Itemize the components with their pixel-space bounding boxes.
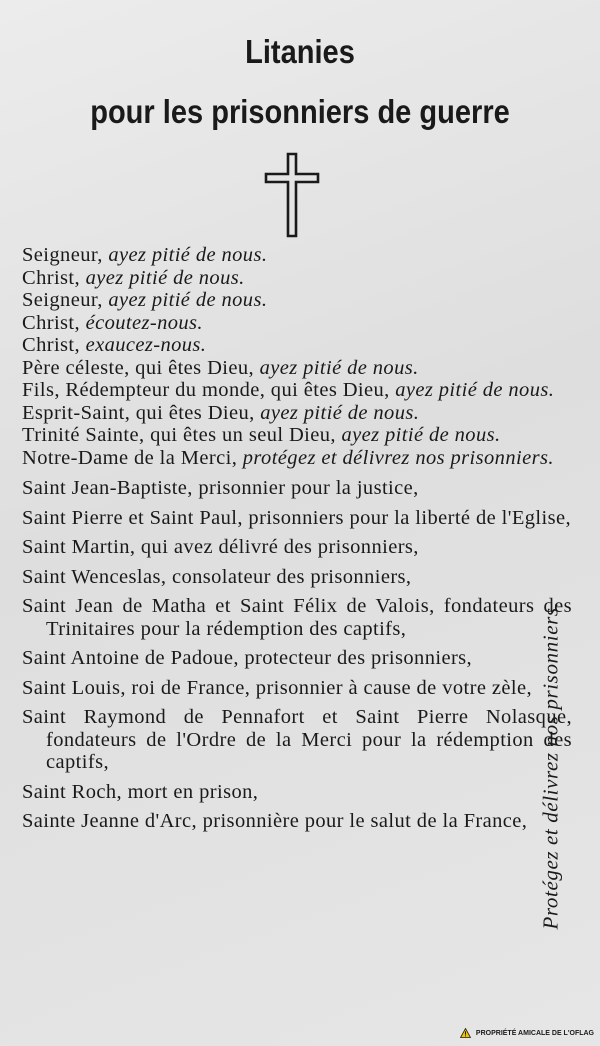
saint-invocation: Saint Pierre et Saint Paul, prisonniers pour la liberté de l'Eglise, (22, 506, 571, 529)
invocation-line (22, 267, 572, 290)
saint-invocation: Saint Martin, qui avez délivré des prisonniers, (22, 536, 419, 558)
invocation-line (22, 402, 572, 425)
saint-invocation: Saint Louis, roi de France, prisonnier à cause de votre zèle, (22, 676, 532, 699)
invocation-line (22, 447, 572, 470)
side-response-text: Protégez et délivrez nos prisonniers. (538, 600, 563, 930)
footer-credit (460, 1028, 594, 1038)
invocation-line (22, 312, 572, 335)
invocation-text: Seigneur, (22, 289, 109, 311)
invocation-line (22, 357, 572, 380)
invocation-response: ayez pitié de nous. (260, 401, 420, 424)
invocation-text: Christ, (22, 311, 86, 334)
invocation-text: Christ, (22, 334, 86, 356)
invocation-text: Seigneur, (22, 244, 109, 266)
invocation-line (22, 289, 572, 312)
litany-list (22, 244, 572, 833)
saint-invocation: Saint Jean-Baptiste, prisonnier pour la justice, (22, 477, 419, 499)
invocation-response: ayez pitié de nous. (341, 424, 501, 446)
invocation-text: Père céleste, qui êtes Dieu, (22, 356, 260, 379)
invocation-line (22, 334, 572, 357)
invocation-response: ayez pitié de nous. (395, 379, 555, 401)
invocation-response: protégez et délivrez nos prisonniers. (242, 446, 554, 469)
saint-invocation: Saint Wenceslas, consolateur des prisonniers, (22, 565, 412, 588)
saint-invocation: Saint Antoine de Padoue, protecteur des prisonniers, (22, 647, 473, 669)
invocation-response: ayez pitié de nous. (85, 266, 245, 289)
invocation-response: exaucez-nous. (85, 334, 207, 356)
invocation-response: ayez pitié de nous. (108, 244, 268, 266)
saint-invocation: Sainte Jeanne d'Arc, prisonnière pour le salut de la France, (22, 810, 528, 832)
saint-invocation: Saint Jean de Matha et Saint Félix de Valois, fondateurs des Trinitaires pour la rédemption des captifs, (22, 595, 572, 640)
invocation-text: Notre-Dame de la Merci, (22, 446, 243, 469)
page-title (36, 34, 564, 130)
saint-invocation: Saint Roch, mort en prison, (22, 780, 259, 803)
invocation-line (22, 424, 572, 447)
title-line-1: Litanies (245, 33, 355, 70)
footer-text: PROPRIÉTÉ AMICALE DE L'OFLAG (475, 1029, 594, 1037)
saint-invocation: Saint Raymond de Pennafort et Saint Pierre Nolasque, fondateurs de l'Ordre de la Merci pour la rédemption des captifs, (22, 706, 572, 773)
side-response (536, 548, 566, 982)
invocation-text: Christ, (22, 266, 86, 289)
invocation-line (22, 244, 572, 267)
invocation-text: Trinité Sainte, qui êtes un seul Dieu, (22, 424, 342, 446)
invocation-text: Esprit-Saint, qui êtes Dieu, (22, 401, 261, 424)
title-line-2: pour les prisonniers de guerre (90, 93, 510, 130)
invocation-response: écoutez-nous. (85, 311, 203, 334)
cross-icon (262, 152, 322, 238)
warning-icon (460, 1028, 471, 1038)
invocation-text: Fils, Rédempteur du monde, qui êtes Dieu, (22, 379, 396, 401)
invocation-response: ayez pitié de nous. (108, 289, 268, 311)
invocation-line (22, 379, 572, 402)
invocation-response: ayez pitié de nous. (259, 356, 419, 379)
